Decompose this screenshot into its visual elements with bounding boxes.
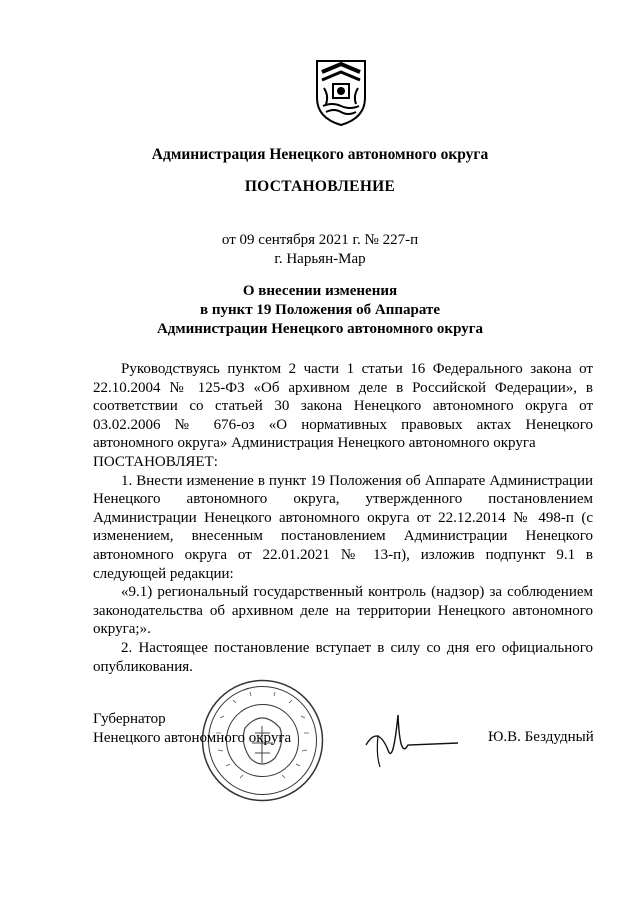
organization-name: Администрация Ненецкого автономного округа <box>151 146 489 163</box>
coat-of-arms-icon <box>314 58 368 128</box>
preamble-paragraph: Руководствуясь пунктом 2 части 1 статьи 16 Федерального закона от 22.10.2004 № 125-ФЗ «Об архивном деле в Российской Федерации», в соответствии со статьей 30 закона Ненецкого автономного округа от 03.02.2006 № 676-оз «О нормативных правовых актах Ненецкого автономного округа» Администрация Ненецкого автономного округа <box>93 361 593 452</box>
date-number-line: от 09 сентября 2021 г. № 227-п <box>221 232 419 248</box>
position-line-2: Ненецкого автономного округа <box>93 730 292 746</box>
document-type: ПОСТАНОВЛЕНИЕ <box>244 178 396 195</box>
decree-word: ПОСТАНОВЛЯЕТ: <box>93 453 218 470</box>
position-line-1: Губернатор <box>93 711 166 727</box>
item-1-paragraph: 1. Внести изменение в пункт 19 Положения об Аппарате Администрации Ненецкого автономного округа, утвержденного постановлением Администрации Ненецкого автономного округа от 22.12.2014 № 498-п (с изменением, внесенным постановлением Администрации Ненецкого автономного округа от 22.01.2021 № 13-п), изложив подпункт 9.1 в следующей редакции: <box>93 472 593 582</box>
place-line: г. Нарьян-Мар <box>274 251 366 267</box>
item-1-quote-paragraph: «9.1) региональный государственный контроль (надзор) за соблюдением законодательства об архивном деле на территории Ненецкого автономного округа;». <box>93 584 593 638</box>
item-2-paragraph: 2. Настоящее постановление вступает в силу со дня его официального опубликования. <box>93 639 593 675</box>
title-line-1: О внесении изменения <box>242 283 398 299</box>
handwritten-signature <box>358 705 468 775</box>
title-line-3: Администрации Ненецкого автономного округа <box>156 321 484 337</box>
document-body <box>93 360 593 676</box>
title-line-2: в пункт 19 Положения об Аппарате <box>200 302 440 318</box>
signatory-position <box>93 710 291 748</box>
date-block <box>0 231 640 269</box>
signatory-name: Ю.В. Бездудный <box>488 729 594 745</box>
document-title <box>0 282 640 339</box>
